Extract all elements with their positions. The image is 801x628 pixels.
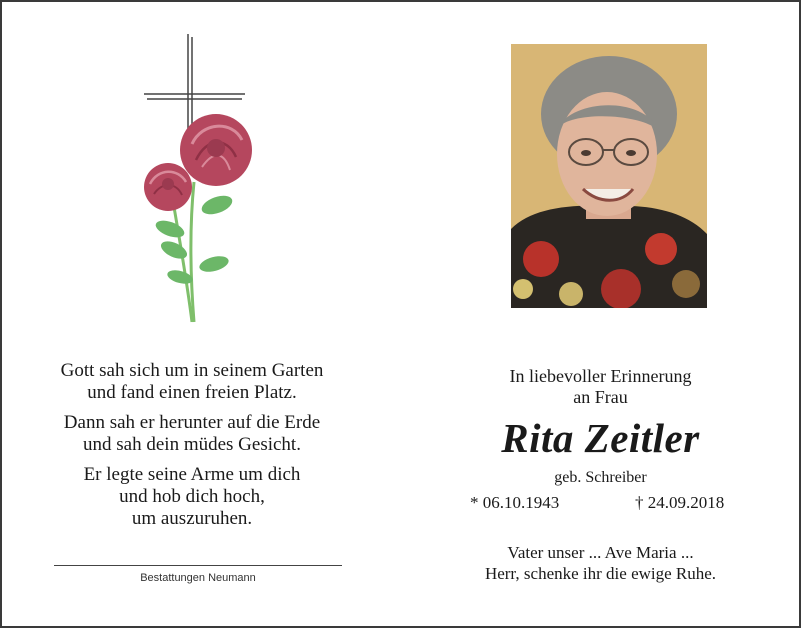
memorial-text [402,366,799,488]
prayer [402,542,799,584]
intro-line: an Frau [573,387,628,407]
intro-line: In liebevoller Erinnerung [509,366,692,386]
cross-with-roses-icon [132,32,262,327]
prayer-line: Vater unser ... Ave Maria ... [507,543,694,562]
maiden-name: geb. Schreiber [554,469,647,486]
poem [22,360,362,538]
poem-stanza [22,360,362,404]
divider [54,565,342,566]
funeral-home-name: Bestattungen Neumann [140,572,256,584]
death-date: † 24.09.2018 [635,493,725,512]
prayer-line: Herr, schenke ihr die ewige Ruhe. [484,564,717,583]
left-panel [2,2,402,626]
poem-line: um auszuruhen. [131,508,253,529]
poem-line: und hob dich hoch, [119,486,265,507]
portrait-photo [511,44,707,308]
poem-stanza [22,412,362,456]
poem-line: und fand einen freien Platz. [87,382,297,403]
poem-line: Er legte seine Arme um dich [83,464,301,485]
poem-line: Gott sah sich um in seinem Garten [60,360,324,381]
deceased-name: Rita Zeitler [501,415,700,461]
poem-stanza [22,464,362,530]
poem-line: Dann sah er herunter auf die Erde [63,412,321,433]
poem-line: und sah dein müdes Gesicht. [83,434,301,455]
birth-date: * 06.10.1943 [470,493,560,512]
right-panel [402,2,799,626]
